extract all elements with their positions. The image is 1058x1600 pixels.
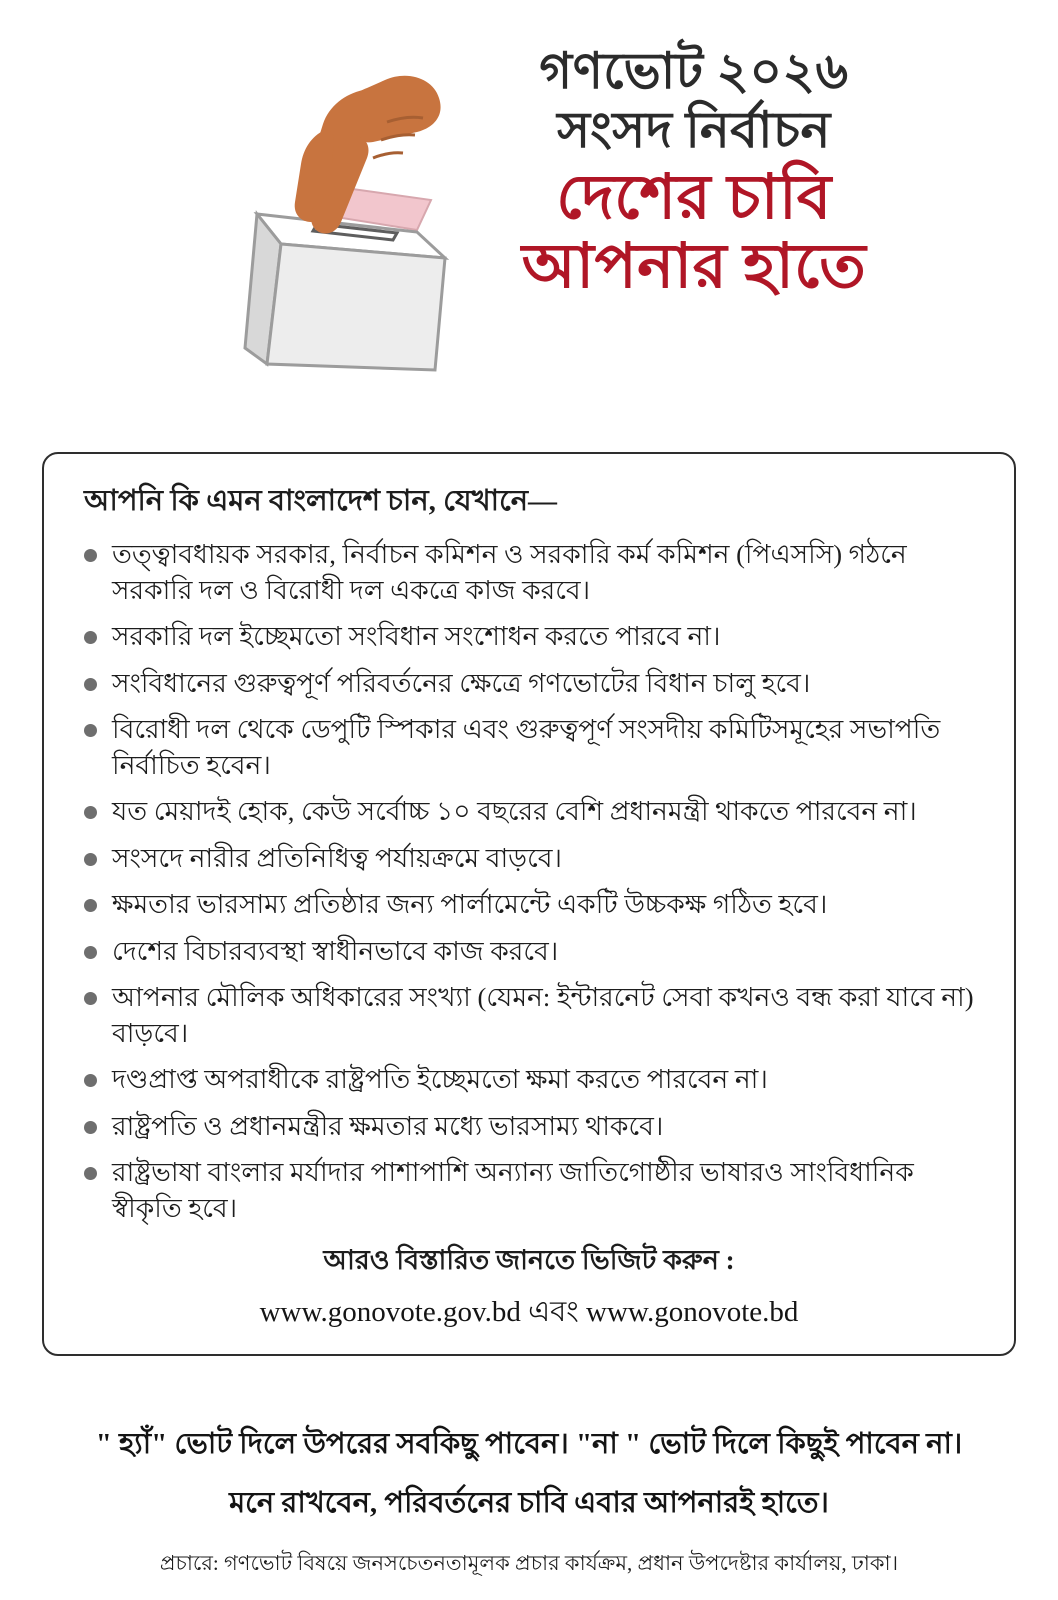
footer-line-2: মনে রাখবেন, পরিবর্তনের চাবি এবার আপনারই হাতে। bbox=[229, 1487, 829, 1519]
website-urls bbox=[70, 1289, 988, 1338]
promises-list bbox=[70, 537, 988, 1226]
list-item: যত মেয়াদই হোক, কেউ সর্বোচ্চ ১০ বছরের বেশি প্রধানমন্ত্রী থাকতে পারবেন না। bbox=[70, 794, 988, 830]
list-item: ক্ষমতার ভারসাম্য প্রতিষ্ঠার জন্য পার্লামেন্টে একটি উচ্চকক্ষ গঠিত হবে। bbox=[70, 887, 988, 923]
ballot-logo bbox=[149, 18, 479, 378]
link-gonovote-gov-bd[interactable]: www.gonovote.gov.bd bbox=[259, 1296, 521, 1328]
list-item: আপনার মৌলিক অধিকারের সংখ্যা (যেমন: ইন্টারনেট সেবা কখনও বন্ধ করা যাবে না) বাড়বে। bbox=[70, 980, 988, 1051]
footer-line-1: " হ্যাঁ" ভোট দিলে উপরের সবকিছু পাবেন। "না " ভোট দিলে কিছুই পাবেন না। bbox=[95, 1428, 963, 1460]
header-line-4: আপনার হাতে bbox=[521, 233, 867, 302]
hand-casting-ballot-into-box-icon bbox=[149, 18, 479, 378]
header-line-1: গণভোট ২০২৬ bbox=[539, 43, 849, 99]
card-title: আপনি কি এমন বাংলাদেশ চান, যেখানে— bbox=[84, 485, 558, 517]
header-line-3: দেশের চাবি bbox=[556, 164, 832, 232]
list-item: সরকারি দল ইচ্ছেমতো সংবিধান সংশোধন করতে পারবে না। bbox=[70, 619, 988, 655]
list-item: সংসদে নারীর প্রতিনিধিত্ব পর্যায়ক্রমে বাড়বে। bbox=[70, 841, 988, 877]
list-item: সংবিধানের গুরুত্বপূর্ণ পরিবর্তনের ক্ষেত্রে গণভোটের বিধান চালু হবে। bbox=[70, 666, 988, 702]
list-item: তত্ত্বাবধায়ক সরকার, নির্বাচন কমিশন ও সরকারি কর্ম কমিশন (পিএসসি) গঠনে সরকারি দল ও বিরোধী দল একত্রে কাজ করবে। bbox=[70, 537, 988, 608]
list-item: রাষ্ট্রভাষা বাংলার মর্যাদার পাশাপাশি অন্যান্য জাতিগোষ্ঠীর ভাষারও সাংবিধানিক স্বীকৃতি হবে। bbox=[70, 1155, 988, 1226]
list-item: দণ্ডপ্রাপ্ত অপরাধীকে রাষ্ট্রপতি ইচ্ছেমতো ক্ষমা করতে পারবেন না। bbox=[70, 1062, 988, 1098]
promises-card bbox=[42, 452, 1016, 1356]
poster-header bbox=[0, 0, 1058, 400]
link-gonovote-bd[interactable]: www.gonovote.bd bbox=[586, 1296, 799, 1328]
header-line-2: সংসদ নির্বাচন bbox=[557, 102, 831, 158]
poster-footer bbox=[0, 1421, 1058, 1582]
list-item: বিরোধী দল থেকে ডেপুটি স্পিকার এবং গুরুত্বপূর্ণ সংসদীয় কমিটিসমূহের সভাপতি নির্বাচিত হবেন। bbox=[70, 712, 988, 783]
list-item: দেশের বিচারব্যবস্থা স্বাধীনভাবে কাজ করবে। bbox=[70, 934, 988, 970]
list-item: রাষ্ট্রপতি ও প্রধানমন্ত্রীর ক্ষমতার মধ্যে ভারসাম্য থাকবে। bbox=[70, 1109, 988, 1145]
footer-credit: প্রচারে: গণভোট বিষয়ে জনসচেতনতামূলক প্রচার কার্যক্রম, প্রধান উপদেষ্টার কার্যালয়, ঢাকা। bbox=[159, 1551, 899, 1575]
url-conjunction: এবং bbox=[528, 1296, 579, 1328]
header-text-block bbox=[479, 18, 909, 303]
visit-label: আরও বিস্তারিত জানতে ভিজিট করুন : bbox=[323, 1245, 735, 1275]
